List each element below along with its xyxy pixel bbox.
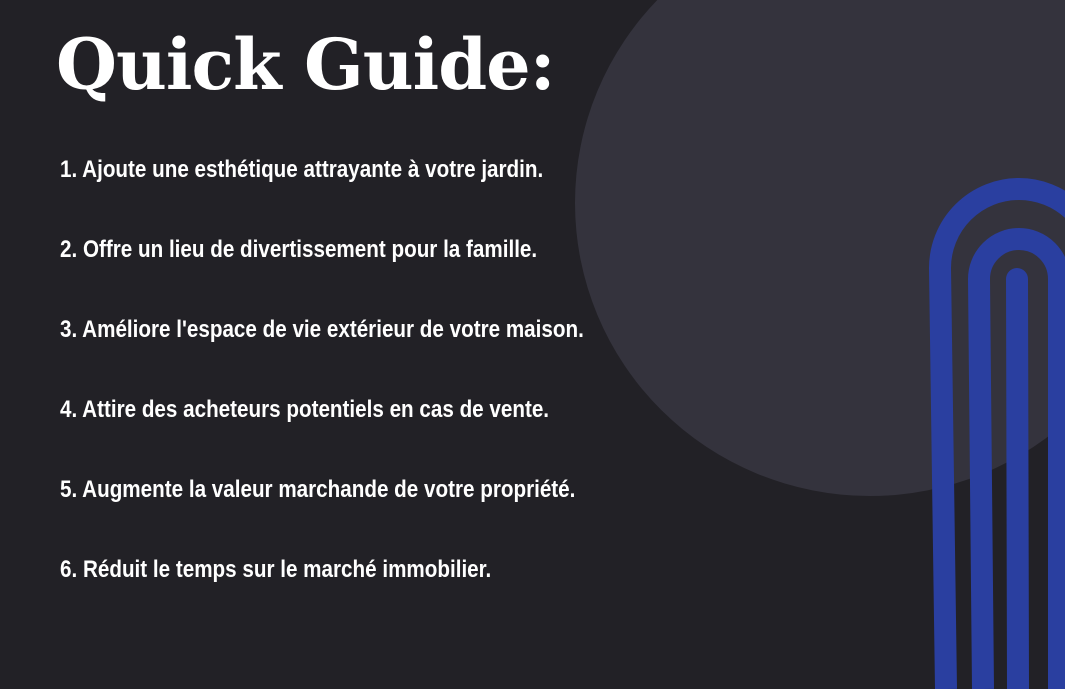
list-item: 6. Réduit le temps sur le marché immobilier. [60,556,492,583]
list-item: 4. Attire des acheteurs potentiels en cas de vente. [60,396,550,423]
decorative-arches [928,175,1065,689]
list-item: 3. Améliore l'espace de vie extérieur de votre maison. [60,316,584,343]
list-item: 2. Offre un lieu de divertissement pour la famille. [60,236,538,263]
list-item: 1. Ajoute une esthétique attrayante à votre jardin. [60,156,544,183]
list-item: 5. Augmente la valeur marchande de votre propriété. [60,476,576,503]
guide-list [60,150,669,630]
page-title: Quick Guide: [56,23,555,106]
inner-arch [1017,279,1018,689]
